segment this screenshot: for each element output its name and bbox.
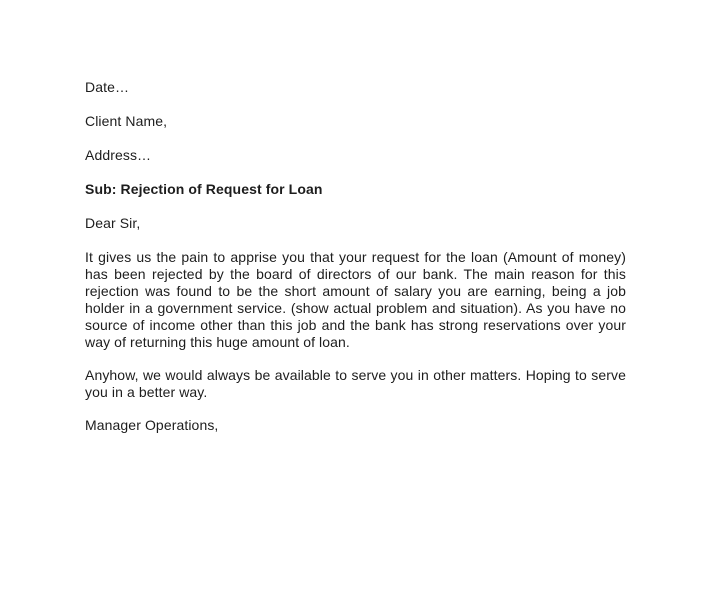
client-name-line: Client Name,	[85, 113, 168, 129]
body-paragraph-2: Anyhow, we would always be available to serve you in other matters. Hoping to serve you in a better way.	[85, 367, 626, 400]
body-paragraph-1: It gives us the pain to apprise you that your request for the loan (Amount of money) has been rejected by the board of directors of our bank. The main reason for this rejection was found to be the short amount of salary you are earning, being a job holder in a government service. (show actual problem and situation). As you have no source of income other than this job and the bank has strong reservations over your way of returning this huge amount of loan.	[85, 249, 626, 350]
date-line: Date…	[85, 79, 130, 95]
salutation-line: Dear Sir,	[85, 215, 141, 231]
signature-line: Manager Operations,	[85, 417, 219, 433]
address-line: Address…	[85, 147, 152, 163]
subject-line: Sub: Rejection of Request for Loan	[85, 181, 323, 197]
